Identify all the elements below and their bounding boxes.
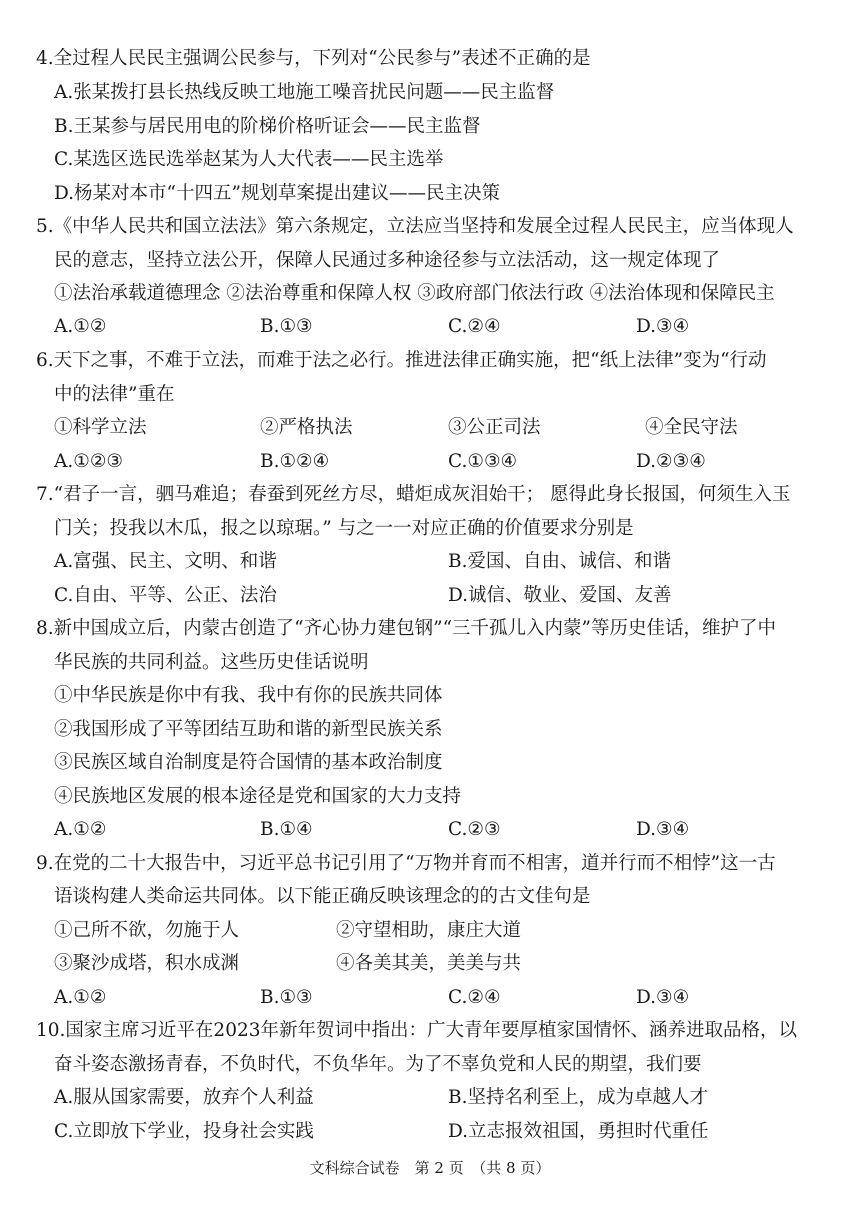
option-a: A.①② (54, 987, 107, 1008)
statement: ②严格执法 (260, 417, 353, 438)
statement: ③公正司法 (448, 417, 541, 438)
option-c: C.②④ (448, 316, 501, 337)
option-d: D.立志报效祖国，勇担时代重任 (448, 1121, 709, 1142)
option-a: A.服从国家需要，放弃个人利益 (54, 1087, 314, 1108)
question-stem: 6.天下之事，不难于立法，而难于法之必行。推进法律正确实施，把“纸上法律”变为“行动 (36, 350, 767, 371)
question-stem: 10.国家主席习近平在2023年新年贺词中指出：广大青年要厚植家国情怀、涵养进取品格，以 (36, 1020, 798, 1041)
option-c: C.①③④ (448, 451, 518, 472)
option-a: A.富强、民主、文明、和谐 (54, 551, 277, 572)
statement: ③聚沙成塔，积水成渊 (54, 953, 240, 974)
option-b: B.坚持名利至上，成为卓越人才 (448, 1087, 708, 1108)
question-stem: 5.《中华人民共和国立法法》第六条规定，立法应当坚持和发展全过程人民民主，应当体现人 (36, 216, 794, 237)
statement: ③民族区域自治制度是符合国情的基本政治制度 (54, 752, 443, 773)
statement: ④各美其美，美美与共 (336, 953, 522, 974)
page-footer: 文科综合试卷 第 2 页 （共 8 页） (309, 1159, 551, 1177)
statement: ④全民守法 (645, 417, 738, 438)
question-stem: 民的意志，坚持立法公开，保障人民通过多种途径参与立法活动，这一规定体现了 (54, 250, 721, 271)
question-stem: 门关；投我以木瓜，报之以琼琚。” 与之一一对应正确的价值要求分别是 (54, 518, 634, 539)
question-stem: 语谈构建人类命运共同体。以下能正确反映该理念的的古文佳句是 (54, 886, 591, 907)
option-c: C.②③ (448, 819, 501, 840)
option-c: C.某选区选民选举赵某为人大代表——民主选举 (54, 149, 444, 170)
question-stem: 华民族的共同利益。这些历史佳话说明 (54, 652, 369, 673)
option-c: C.自由、平等、公正、法治 (54, 585, 277, 606)
statement: ④民族地区发展的根本途径是党和国家的大力支持 (54, 786, 462, 807)
option-b: B.爱国、自由、诚信、和谐 (448, 551, 671, 572)
option-d: D.杨某对本市“十四五”规划草案提出建议——民主决策 (54, 183, 500, 204)
statement: ②守望相助，康庄大道 (336, 920, 522, 941)
question-stem: 4.全过程人民民主强调公民参与，下列对“公民参与”表述不正确的是 (36, 48, 591, 69)
statement-list: ①法治承载道德理念 ②法治尊重和保障人权 ③政府部门依法行政 ④法治体现和保障民主 (54, 283, 775, 304)
question-stem: 奋斗姿态激扬青春，不负时代，不负华年。为了不辜负党和人民的期望，我们要 (54, 1054, 702, 1075)
statement: ①己所不欲，勿施于人 (54, 920, 240, 941)
option-c: C.立即放下学业，投身社会实践 (54, 1121, 314, 1142)
option-a: A.①②③ (54, 451, 123, 472)
question-stem: 9.在党的二十大报告中，习近平总书记引用了“万物并育而不相害，道并行而不相悖”这一古 (36, 853, 776, 874)
question-stem: 7.“君子一言，驷马难追；春蚕到死丝方尽，蜡炬成灰泪始干； 愿得此身长报国，何须生入玉 (36, 484, 791, 505)
option-a: A.张某拨打县长热线反映工地施工噪音扰民问题——民主监督 (54, 82, 555, 103)
option-c: C.②④ (448, 987, 501, 1008)
option-a: A.①② (54, 819, 107, 840)
option-b: B.①②④ (260, 451, 330, 472)
option-d: D.②③④ (636, 451, 706, 472)
option-d: D.③④ (636, 316, 690, 337)
option-b: B.王某参与居民用电的阶梯价格听证会——民主监督 (54, 116, 481, 137)
question-stem: 中的法律”重在 (54, 384, 175, 405)
option-a: A.①② (54, 316, 107, 337)
question-stem: 8.新中国成立后，内蒙古创造了“齐心协力建包钢”“三千孤儿入内蒙”等历史佳话，维护了中 (36, 618, 776, 639)
option-b: B.①③ (260, 316, 313, 337)
statement: ②我国形成了平等团结互助和谐的新型民族关系 (54, 719, 443, 740)
option-d: D.③④ (636, 819, 690, 840)
option-b: B.①③ (260, 987, 313, 1008)
option-d: D.诚信、敬业、爱国、友善 (448, 585, 672, 606)
option-b: B.①④ (260, 819, 313, 840)
statement: ①科学立法 (54, 417, 147, 438)
option-d: D.③④ (636, 987, 690, 1008)
statement: ①中华民族是你中有我、我中有你的民族共同体 (54, 685, 443, 706)
